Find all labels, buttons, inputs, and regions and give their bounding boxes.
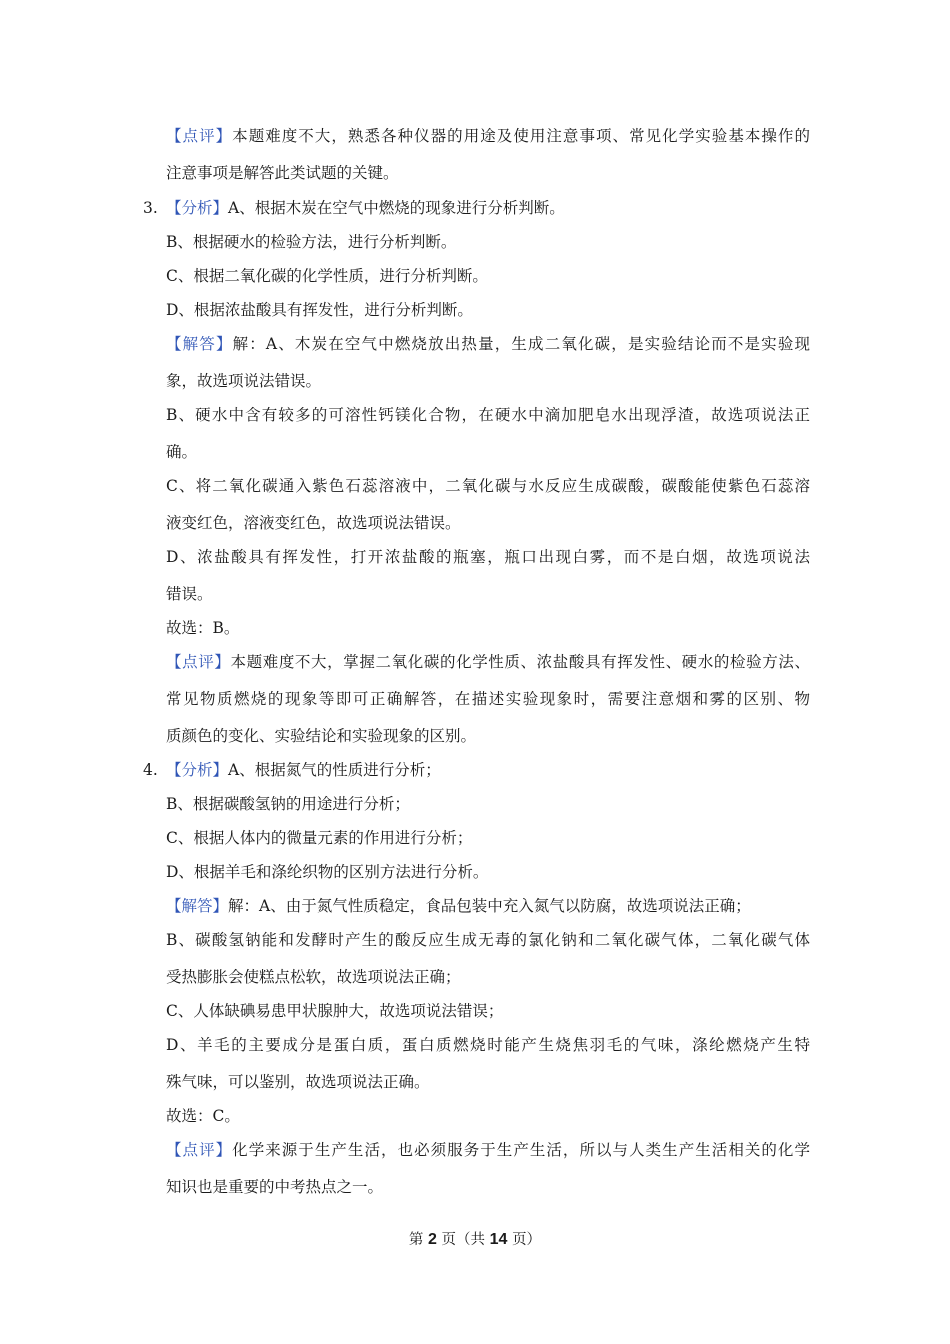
q3-answer-c-line-1: C、将二氧化碳通入紫色石蕊溶液中，二氧化碳与水反应生成碳酸，碳酸能使紫色石蕊溶 bbox=[166, 477, 810, 495]
q3-answer-a-line-1: 【解答】解：A、木炭在空气中燃烧放出热量，生成二氧化碳，是实验结论而不是实验现 bbox=[166, 335, 810, 353]
q3-analysis-d: D、根据浓盐酸具有挥发性，进行分析判断。 bbox=[166, 301, 473, 319]
q3-answer-b-line-2: 确。 bbox=[166, 443, 198, 461]
q3-analysis-c: C、根据二氧化碳的化学性质，进行分析判断。 bbox=[166, 267, 488, 285]
q4-number: 4. bbox=[143, 761, 158, 779]
q4-analysis-c: C、根据人体内的微量元素的作用进行分析； bbox=[166, 829, 473, 847]
q3-answer-c-line-2: 液变红色，溶液变红色，故选项说法错误。 bbox=[166, 514, 461, 532]
answer-tag: 【解答】 bbox=[166, 897, 229, 915]
comment-tag: 【点评】 bbox=[166, 1141, 233, 1159]
q4-analysis-d: D、根据羊毛和涤纶织物的区别方法进行分析。 bbox=[166, 863, 489, 881]
page-footer: 第 2 页（共 14 页） bbox=[408, 1231, 542, 1248]
q2-comment-line-1: 【点评】本题难度不大，熟悉各种仪器的用途及使用注意事项、常见化学实验基本操作的 bbox=[166, 127, 810, 145]
q3-answer-d-line-1: D、浓盐酸具有挥发性，打开浓盐酸的瓶塞，瓶口出现白雾，而不是白烟，故选项说法 bbox=[166, 548, 810, 566]
q4-answer-b-line-2: 受热膨胀会使糕点松软，故选项说法正确； bbox=[166, 968, 461, 986]
q4-analysis-a: 【分析】A、根据氮气的性质进行分析； bbox=[166, 761, 441, 779]
q4-answer-b-line-1: B、碳酸氢钠能和发酵时产生的酸反应生成无毒的氯化钠和二氧化碳气体，二氧化碳气体 bbox=[166, 931, 810, 949]
q3-choice: 故选：B。 bbox=[166, 619, 240, 637]
analysis-tag: 【分析】 bbox=[166, 199, 229, 217]
q3-answer-a-line-2: 象，故选项说法错误。 bbox=[166, 372, 322, 390]
q2-comment-line-2: 注意事项是解答此类试题的关键。 bbox=[166, 164, 399, 182]
q3-answer-b-line-1: B、硬水中含有较多的可溶性钙镁化合物，在硬水中滴加肥皂水出现浮渣，故选项说法正 bbox=[166, 406, 810, 424]
page-total: 14 bbox=[489, 1231, 508, 1248]
q4-analysis-b: B、根据碳酸氢钠的用途进行分析； bbox=[166, 795, 410, 813]
q4-answer-d-line-2: 殊气味，可以鉴别，故选项说法正确。 bbox=[166, 1073, 430, 1091]
q4-choice: 故选：C。 bbox=[166, 1107, 240, 1125]
answer-tag: 【解答】 bbox=[166, 335, 233, 353]
q3-analysis-b: B、根据硬水的检验方法，进行分析判断。 bbox=[166, 233, 457, 251]
q3-comment-line-2: 常见物质燃烧的现象等即可正确解答，在描述实验现象时，需要注意烟和雾的区别、物 bbox=[166, 690, 810, 708]
q4-answer-a: 【解答】解：A、由于氮气性质稳定，食品包装中充入氮气以防腐，故选项说法正确； bbox=[166, 897, 751, 915]
comment-tag: 【点评】 bbox=[166, 653, 231, 671]
q4-answer-c: C、人体缺碘易患甲状腺肿大，故选项说法错误； bbox=[166, 1002, 504, 1020]
q4-answer-d-line-1: D、羊毛的主要成分是蛋白质，蛋白质燃烧时能产生烧焦羽毛的气味，涤纶燃烧产生特 bbox=[166, 1036, 810, 1054]
q3-comment-line-3: 质颜色的变化、实验结论和实验现象的区别。 bbox=[166, 727, 477, 745]
q4-comment-line-2: 知识也是重要的中考热点之一。 bbox=[166, 1178, 384, 1196]
q3-number: 3. bbox=[143, 199, 158, 217]
q3-comment-line-1: 【点评】本题难度不大，掌握二氧化碳的化学性质、浓盐酸具有挥发性、硬水的检验方法、 bbox=[166, 653, 810, 671]
page-number: 2 bbox=[428, 1231, 437, 1248]
q4-comment-line-1: 【点评】化学来源于生产生活，也必须服务于生产生活，所以与人类生产生活相关的化学 bbox=[166, 1141, 810, 1159]
q3-analysis-a: 【分析】A、根据木炭在空气中燃烧的现象进行分析判断。 bbox=[166, 199, 565, 217]
q3-answer-d-line-2: 错误。 bbox=[166, 585, 213, 603]
analysis-tag: 【分析】 bbox=[166, 761, 229, 779]
comment-tag: 【点评】 bbox=[166, 127, 233, 145]
